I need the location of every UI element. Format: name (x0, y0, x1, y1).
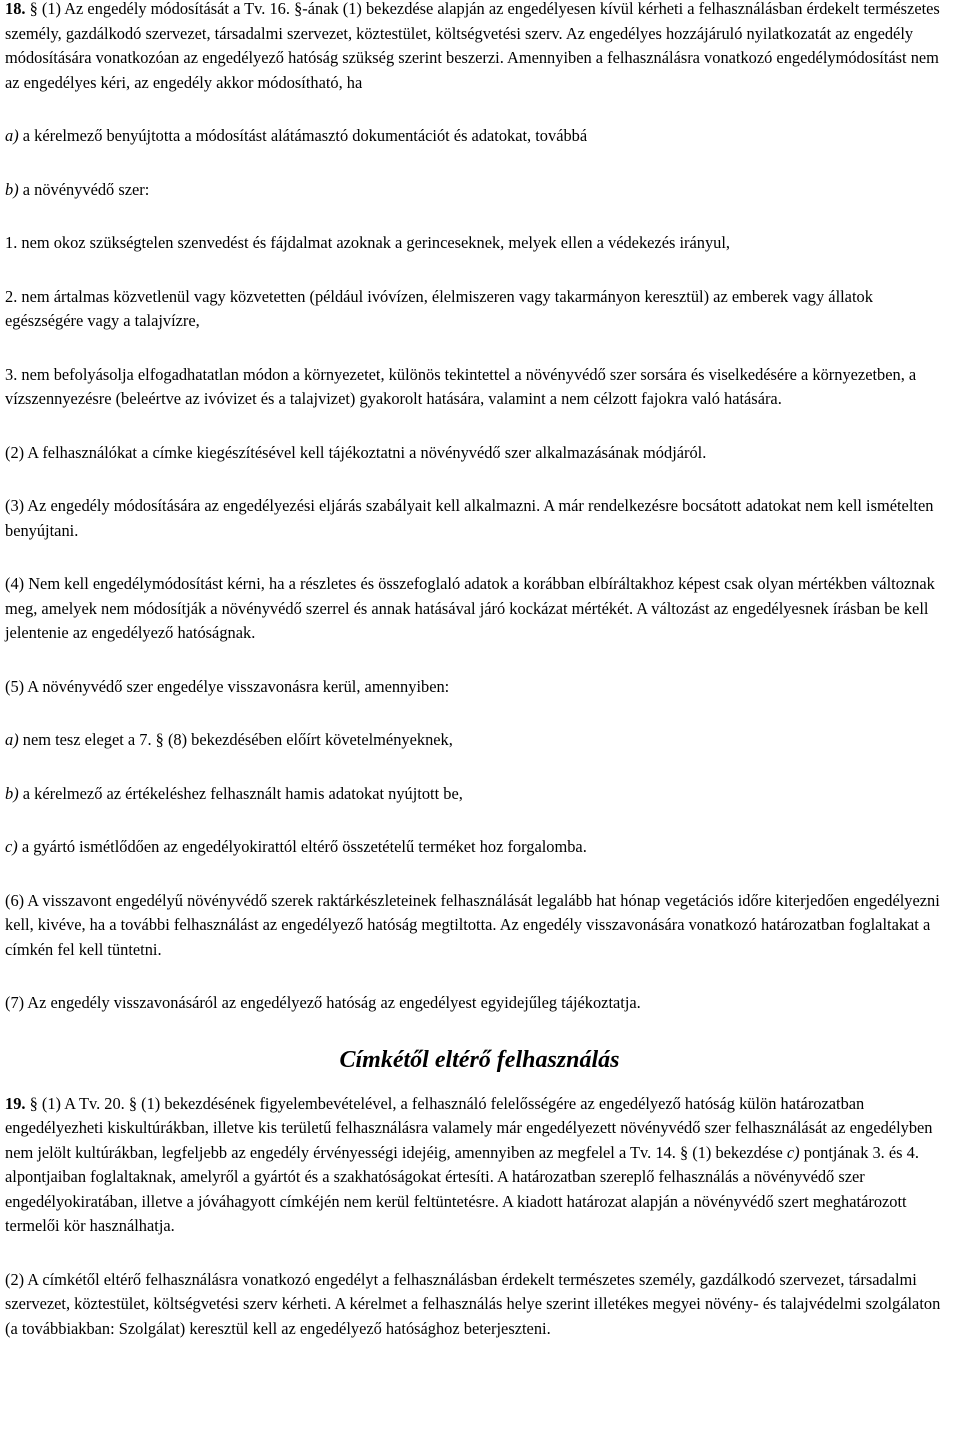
section-18-subpoint-3: 3. nem befolyásolja elfogadhatatlan módon a környezetet, különös tekintettel a növényvédő szer sorsára és viselkedésére a környezetben, a vízszennyezésre (beleértve az ivóvizet és a talajvizet) gyakorolt hatására, valamint a nem célzott fajokra való hatására. (5, 364, 917, 408)
point-label: b) (5, 783, 19, 803)
section-18-point-b (5, 178, 954, 203)
point-text: a kérelmező az értékeléshez felhasznált hamis adatokat nyújtott be, (22, 783, 463, 803)
section-number: 18. (5, 0, 26, 18)
point-text: a kérelmező benyújtotta a módosítást alátámasztó dokumentációt és adatokat, továbbá (22, 126, 588, 145)
section-18-paragraph-3: (3) Az engedély módosítására az engedélyezési eljárás szabályait kell alkalmazni. A már rendelkezésre bocsátott adatokat nem kell ismételten benyújtani. (5, 496, 934, 540)
point-label: a) (5, 126, 19, 145)
section-18-subpoint-2: 2. nem ártalmas közvetlenül vagy közvetetten (például ivóvízen, élelmiszeren vagy takarmányon keresztül) az emberek vagy állatok egészségére vagy a talajvízre, (5, 286, 873, 330)
section-number: 19. (5, 1093, 26, 1113)
section-18-paragraph-5: (5) A növényvédő szer engedélye visszavonásra kerül, amennyiben: (5, 676, 450, 696)
point-reference: c) (786, 1142, 800, 1162)
point-text: a növényvédő szer: (22, 179, 150, 199)
section-18-point-a (5, 124, 954, 149)
section-18-paragraph-5-point-c (5, 835, 954, 860)
point-label: b) (5, 179, 19, 199)
point-text: nem tesz eleget a 7. § (8) bekezdésében előírt követelményeknek, (22, 730, 453, 749)
section-18-paragraph-5-point-a (5, 728, 954, 753)
point-text: a gyártó ismétlődően az engedélyokirattól eltérő összetételű terméket hoz forgalomba. (21, 837, 587, 856)
section-18-paragraph-1 (5, 0, 954, 95)
section-18-paragraph-2: (2) A felhasználókat a címke kiegészítésével kell tájékoztatni a növényvédő szer alkalmazásának módjáról. (5, 442, 707, 462)
point-label: c) (5, 837, 18, 856)
paragraph-text-part-2: pontjának 3. és 4. alpontjaiban foglaltaknak, amelyről a gyártót és a szakhatóságokat értesíti. A határozatban szereplő felhasználás a növényvédő szer engedélyokiratában, illetve a jóváhagyott címkéjén nem kerül feltüntetésre. A kiadott határozat alapján a növényvédő szert meghatározott termelői kör használhatja. (5, 1142, 919, 1235)
section-18-subpoint-1: 1. nem okoz szükségtelen szenvedést és fájdalmat azoknak a gerinceseknek, melyek ellen a védekezés irányul, (5, 233, 730, 252)
section-18-paragraph-7: (7) Az engedély visszavonásáról az engedélyező hatóság az engedélyest egyidejűleg tájékoztatja. (5, 993, 641, 1012)
section-18-paragraph-5-point-b (5, 782, 954, 807)
section-19-paragraph-2: (2) A címkétől eltérő felhasználásra vonatkozó engedélyt a felhasználásban érdekelt természetes személy, gazdálkodó szervezet, társadalmi szervezet, köztestület, költségvetési szerv kérheti. A kérelmet a felhasználás helye szerint illetékes megyei növény- és talajvédelmi szolgálaton (a továbbiakban: Szolgálat) keresztül kell az engedélyező hatósághoz beterjeszteni. (5, 1269, 941, 1338)
paragraph-text: § (1) Az engedély módosítását a Tv. 16. §-ának (1) bekezdése alapján az engedélyesen kívül kérheti a felhasználásban érdekelt természetes személy, gazdálkodó szervezet, társadalmi szervezet, köztestület, költségvetési szerv. Az engedélyes hozzájáruló nyilatkozatát az engedély módosítására vonatkozóan az engedélyező hatóság szükség szerint beszerzi. Amennyiben a felhasználásra vonatkozó engedélymódosítást nem az engedélyes kéri, az engedély akkor módosítható, ha (5, 0, 940, 92)
section-18-paragraph-6: (6) A visszavont engedélyű növényvédő szerek raktárkészleteinek felhasználását legalább hat hónap vegetációs időre kiterjedően engedélyezni kell, kivéve, ha a további felhasználást az engedélyező hatóság megtiltotta. Az engedély visszavonására vonatkozó határozatban foglaltakat a címkén fel kell tüntetni. (5, 890, 940, 959)
section-heading: Címkétől eltérő felhasználás (339, 1046, 620, 1073)
point-label: a) (5, 730, 19, 749)
section-19-paragraph-1 (5, 1092, 954, 1239)
section-18-paragraph-4: (4) Nem kell engedélymódosítást kérni, ha a részletes és összefoglaló adatok a korábban elbíráltakhoz képest csak olyan mértékben változnak meg, amelyek nem módosítják a növényvédő szerrel és annak hatásával járó kockázat mértékét. A változást az engedélyesnek írásban be kell jelentenie az engedélyező hatóságnak. (5, 574, 935, 642)
paragraph-text-part-1: § (1) A Tv. 20. § (1) bekezdésének figyelembevételével, a felhasználó felelősségére az engedélyező hatóság külön határozatban engedélyezheti kiskultúrákban, illetve kis területű felhasználásra valamely már engedélyezett növényvédő szer felhasználását az engedélyben nem jelölt kultúrákban, legfeljebb az engedély érvényességi idejéig, amennyiben az megfelel a Tv. 14. § (1) bekezdése (5, 1093, 933, 1162)
